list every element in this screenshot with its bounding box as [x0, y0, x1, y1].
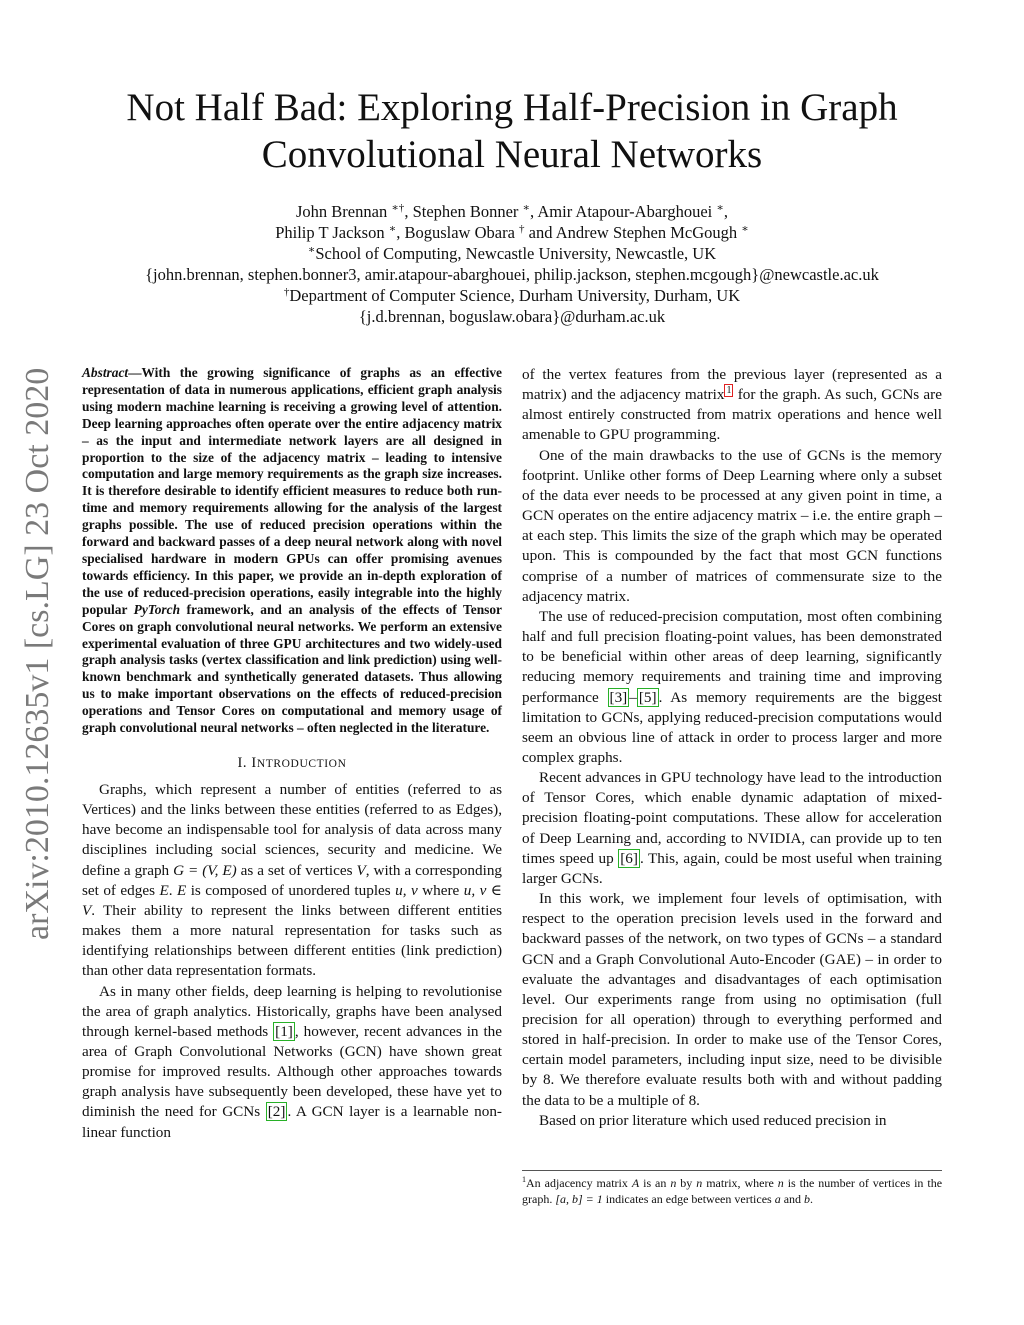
text: where	[417, 881, 464, 899]
author-name: , Amir Atapour-Abarghouei	[530, 202, 717, 221]
text: Graphs, which represent a number of entities (referred to as Vertices) and the links between these entities (referred to as Edges), have become an indispensable tool for analysis of data across many disciplines including social sciences, security and medicine. We define a graph	[82, 780, 502, 879]
text: . A GCN layer is a learnable non-linear function	[82, 1103, 502, 1141]
text: An adjacency matrix	[526, 1176, 632, 1190]
paragraph	[522, 607, 942, 768]
math: u, v ∈ V	[82, 881, 502, 919]
citation-link[interactable]: [2]	[267, 1103, 286, 1121]
math: E	[159, 881, 169, 899]
authors-line-2	[80, 222, 944, 243]
text: , however, recent advances in the area of Graph Convolutional Networks (GCN) have shown great promise for improved results. Although other approaches towards graph analysis have subsequently been developed, these have yet to diminish the need for GCNs	[82, 1022, 503, 1121]
authors-line-1: John Brennan ∗†, Stephen Bonner ∗, Amir Atapour-Abarghouei ∗,	[296, 202, 728, 221]
footnote-mark: 1	[522, 1175, 526, 1184]
affiliation-mark: ∗	[716, 202, 724, 214]
author-name: , Stephen Bonner	[404, 202, 523, 221]
section-title-initial: I	[251, 754, 257, 771]
affiliation-text: Department of Computer Science, Durham University, Durham, UK	[289, 286, 741, 305]
text: matrix, where	[702, 1176, 778, 1190]
citation-link[interactable]: [6]	[620, 849, 638, 867]
abstract-text: With the growing significance of graphs as an effective representation of data in numerous applications, efficient graph analysis using modern machine learning is receiving a growing level of attention. Deep learning approaches often operate over the entire adjacency matrix – as the input and intermediate network layers are all designed in proportion to the size of the adjacency matrix – leading to intensive computation and large memory requirements as the graph size increases. It is therefore desirable to identify efficient measures to reduce both run-time and memory requirements allowing for the analysis of the largest graphs possible. The use of reduced precision operations within the forward and backward passes of a deep neural network along with novel specialised hardware in modern GPUs can offer promising avenues towards efficiency. In this paper, we provide an in-depth exploration of the use of reduced-precision operations, easily integrable into the highly popular	[82, 365, 502, 617]
affiliation-durham	[80, 285, 944, 306]
abstract-dash: —	[128, 365, 142, 380]
section-numeral: I.	[237, 754, 252, 771]
author-name: , Boguslaw Obara	[396, 223, 520, 242]
math: G = (V, E)	[173, 861, 237, 879]
affiliation-mark: ∗	[741, 223, 749, 235]
affiliation-text: School of Computing, Newcastle University, Newcastle, UK	[315, 244, 717, 263]
right-column	[522, 365, 942, 1131]
math: a	[774, 1192, 781, 1206]
paragraph	[82, 780, 502, 982]
text: indicates an edge between vertices	[602, 1192, 775, 1206]
paragraph: In this work, we implement four levels of optimisation, with respect to the operation precision levels used in the forward and backward passes of the network, on two types of GCNs – a standard GCN and a Graph Convolutional Auto-Encoder (GAE) – in order to evaluate the advantages and disadvantages of each optimisation level. Our experiments range from using no optimisation (full precision for all operation) through to everything performed and stored in half-precision. In order to make use of the Tensor Cores, certain model parameters, including input size, need to be divisible by 8. We therefore evaluate results both with and without padding the data to be a multiple of 8.	[522, 890, 942, 1109]
left-column	[82, 365, 502, 1143]
math: E	[176, 881, 187, 899]
text: As in many other fields, deep learning is helping to revolutionise the area of graph analytics. Historically, graphs have been analysed through kernel-based methods	[82, 982, 502, 1040]
pytorch-term: PyTorch	[133, 601, 181, 617]
text: for the graph. As such, GCNs are almost entirely constructed from matrix operations and hence well amenable to GPU programming.	[522, 386, 942, 444]
affiliation-mark: ∗	[522, 202, 531, 214]
affiliation-mark: ∗	[307, 244, 316, 256]
paragraph	[522, 365, 942, 446]
affiliation-mark: ∗†	[391, 202, 405, 214]
affiliation-mark: †	[519, 223, 525, 235]
text: is an	[639, 1176, 671, 1190]
math: b	[804, 1192, 811, 1206]
text: is composed of unordered tuples	[186, 881, 396, 899]
text: Recent advances in GPU technology have lead to the introduction of Tensor Cores, which enable dynamic adaptation of mixed-precision floating-point computations. These allow for acceleration of Deep Learning and, according to NVIDIA, can provide up to ten times speed up	[522, 769, 942, 867]
paragraph	[522, 768, 942, 889]
text: as a set of vertices	[236, 861, 357, 879]
arxiv-identifier: arXiv:2010.12635v1 [cs.LG] 23 Oct 2020	[19, 367, 56, 940]
author-block	[80, 201, 944, 327]
math: n	[670, 1176, 677, 1190]
text: . This, again, could be most useful when training larger GCNs.	[522, 849, 943, 887]
affiliation-mark: ∗	[388, 223, 397, 235]
emails-newcastle: {john.brennan, stephen.bonner3, amir.atapour-abarghouei, philip.jackson, stephen.mcgough}@newcastle.ac.uk	[145, 265, 879, 284]
text: The use of reduced-precision computation, most often combining half and full precision floating-point values, has been demonstrated to be beneficial within other areas of deep learning, significantly reducing memory requirements and training time and improving performance	[522, 607, 942, 706]
math: n	[696, 1176, 703, 1190]
paragraph: One of the main drawbacks to the use of GCNs is the memory footprint. Unlike other forms of Deep Learning where only a subset of the data ever needs to be processed at any given point in time, a GCN operates on the entire adjacency matrix – i.e. the entire graph – at each step. This limits the size of the graph which may be operated upon. This is compounded by the fact that most GCN functions comprise of a number of matrices of commensurate size to the adjacency matrix.	[522, 446, 942, 605]
abstract	[82, 365, 502, 737]
footnote-link[interactable]: 1	[726, 385, 732, 397]
text: .	[810, 1192, 814, 1206]
abstract-text: framework, and an analysis of the effects of Tensor Cores on graph convolutional neural networks. We perform an extensive experimental evaluation of three GPU architectures and two widely-used graph analysis tasks (vertex classification and link prediction) using well-known benchmark and synthetically generated datasets. Thus allowing us to make important observations on the effects of reduced-precision operations and Tensor Cores on computational and memory usage of graph convolutional neural networks – often neglected in the literature.	[82, 601, 502, 736]
author-name: and Andrew Stephen McGough	[524, 223, 742, 242]
text: .	[168, 881, 177, 899]
text: –	[629, 688, 637, 706]
math: u, v	[395, 881, 418, 899]
footnote	[522, 1170, 942, 1207]
emails-durham: {j.d.brennan, boguslaw.obara}@durham.ac.uk	[358, 307, 666, 326]
paragraph: Based on prior literature which used reduced precision in	[539, 1111, 887, 1129]
text: and	[780, 1192, 805, 1206]
affiliation-newcastle	[80, 243, 944, 264]
text: , with a corresponding set of edges	[82, 861, 502, 899]
paper-title: Not Half Bad: Exploring Half-Precision in Graph Convolutional Neural Networks	[126, 86, 898, 176]
citation-link[interactable]: [1]	[275, 1022, 293, 1040]
citation-link[interactable]: [5]	[638, 688, 657, 706]
text: is the number of vertices in the graph.	[522, 1176, 943, 1206]
author-name: Philip T Jackson	[275, 223, 389, 242]
text: . Their ability to represent the links between different entities makes them a more natural representation for tasks such as identifying relationships between different entities (link prediction) than other data representation formats.	[82, 901, 502, 980]
citation-link[interactable]: [3]	[609, 688, 628, 706]
affiliation-mark: †	[283, 286, 290, 298]
author-name: John Brennan	[296, 202, 392, 221]
math: V	[356, 861, 366, 879]
math: [a, b] = 1	[555, 1192, 603, 1206]
math: A	[631, 1176, 640, 1190]
paragraph	[82, 982, 502, 1143]
text: by	[676, 1176, 697, 1190]
text: . As memory requirements are the biggest limitation to GCNs, applying reduced-precision computations would seem an obvious line of attack in order to process larger and more complex graphs.	[522, 688, 943, 766]
section-heading-introduction	[82, 755, 502, 772]
text: of the vertex features from the previous layer (represented as a matrix) and the adjacency matrix	[522, 366, 942, 404]
math: n	[777, 1176, 784, 1190]
abstract-label: Abstract	[82, 365, 129, 380]
section-title-smallcaps: NTRODUCTION	[256, 757, 347, 770]
